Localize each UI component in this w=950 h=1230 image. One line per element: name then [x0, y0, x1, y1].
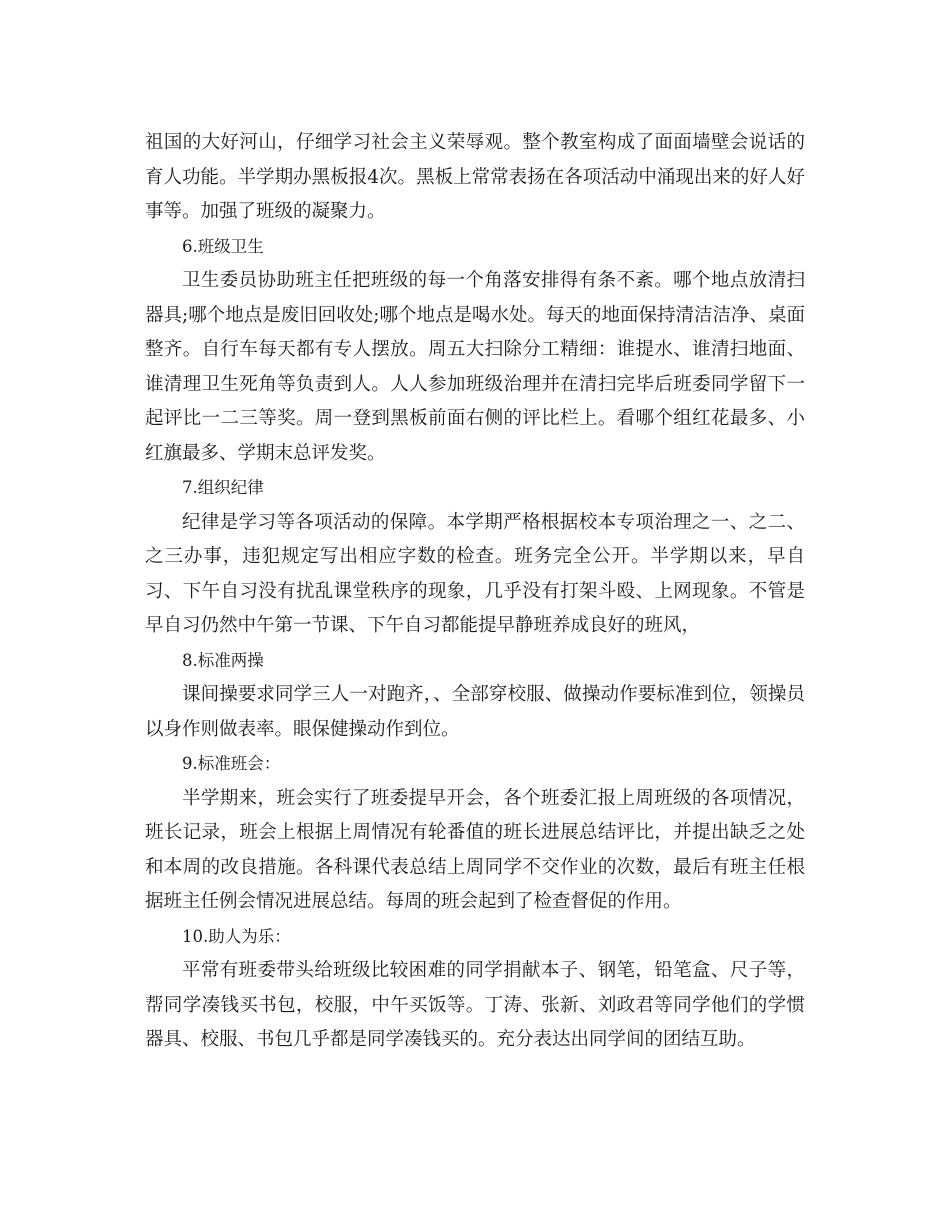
section-heading-class-meeting: 9.标准班会： — [182, 754, 281, 773]
document-page — [145, 126, 805, 1058]
paragraph-helping-others: 平常有班委带头给班级比较困难的同学捐献本子、钢笔，铅笔盒、尺子等，帮同学凑钱买书包，校服，中午买饭等。丁涛、张新、刘政君等同学他们的学惯器具、校服、书包几乎都是同学凑钱买的。充分表达出同学间的团结互助。 — [145, 960, 805, 1050]
paragraph-intro: 祖国的大好河山，仔细学习社会主义荣辱观。整个教室构成了面面墙壁会说话的育人功能。半学期办黑板报4次。黑板上常常表扬在各项活动中涌现出来的好人好事等。加强了班级的凝聚力。 — [145, 132, 805, 222]
section-heading-exercises: 8.标准两操 — [182, 650, 264, 670]
paragraph-discipline: 纪律是学习等各项活动的保障。本学期严格根据校本专项治理之一、之二、之三办事，违犯规定写出相应字数的检查。班务完全公开。半学期以来，早自习、下午自习没有扰乱课堂秩序的现象，几乎没有打架斗殴、上网现象。不管是早自习仍然中午第一节课、下午自习都能提早静班养成良好的班风， — [145, 511, 805, 636]
section-heading-helping-others: 10.助人为乐： — [182, 926, 291, 946]
section-heading-hygiene: 6.班级卫生 — [182, 236, 264, 256]
paragraph-class-meeting: 半学期来，班会实行了班委提早开会，各个班委汇报上周班级的各项情况，班长记录，班会上根据上周情况有轮番值的班长进展总结评比，并提出缺乏之处和本周的改良措施。各科课代表总结上周同学不交作业的次数，最后有班主任根据班主任例会情况进展总结。每周的班会起到了检查督促的作用。 — [145, 787, 805, 912]
paragraph-exercises: 课间操要求同学三人一对跑齐，、全部穿校服、做操动作要标准到位，领操员以身作则做表率。眼保健操动作到位。 — [145, 684, 805, 740]
paragraph-hygiene: 卫生委员协助班主任把班级的每一个角落安排得有条不紊。哪个地点放清扫器具;哪个地点是废旧回收处;哪个地点是喝水处。每天的地面保持清洁洁净、桌面整齐。自行车每天都有专人摆放。周五大扫除分工精细：谁提水、谁清扫地面、谁清理卫生死角等负责到人。人人参加班级治理并在清扫完毕后班委同学留下一起评比一二三等奖。周一登到黑板前面右侧的评比栏上。看哪个组红花最多、小红旗最多、学期末总评发奖。 — [145, 270, 805, 464]
section-heading-discipline: 7.组织纪律 — [182, 478, 264, 497]
